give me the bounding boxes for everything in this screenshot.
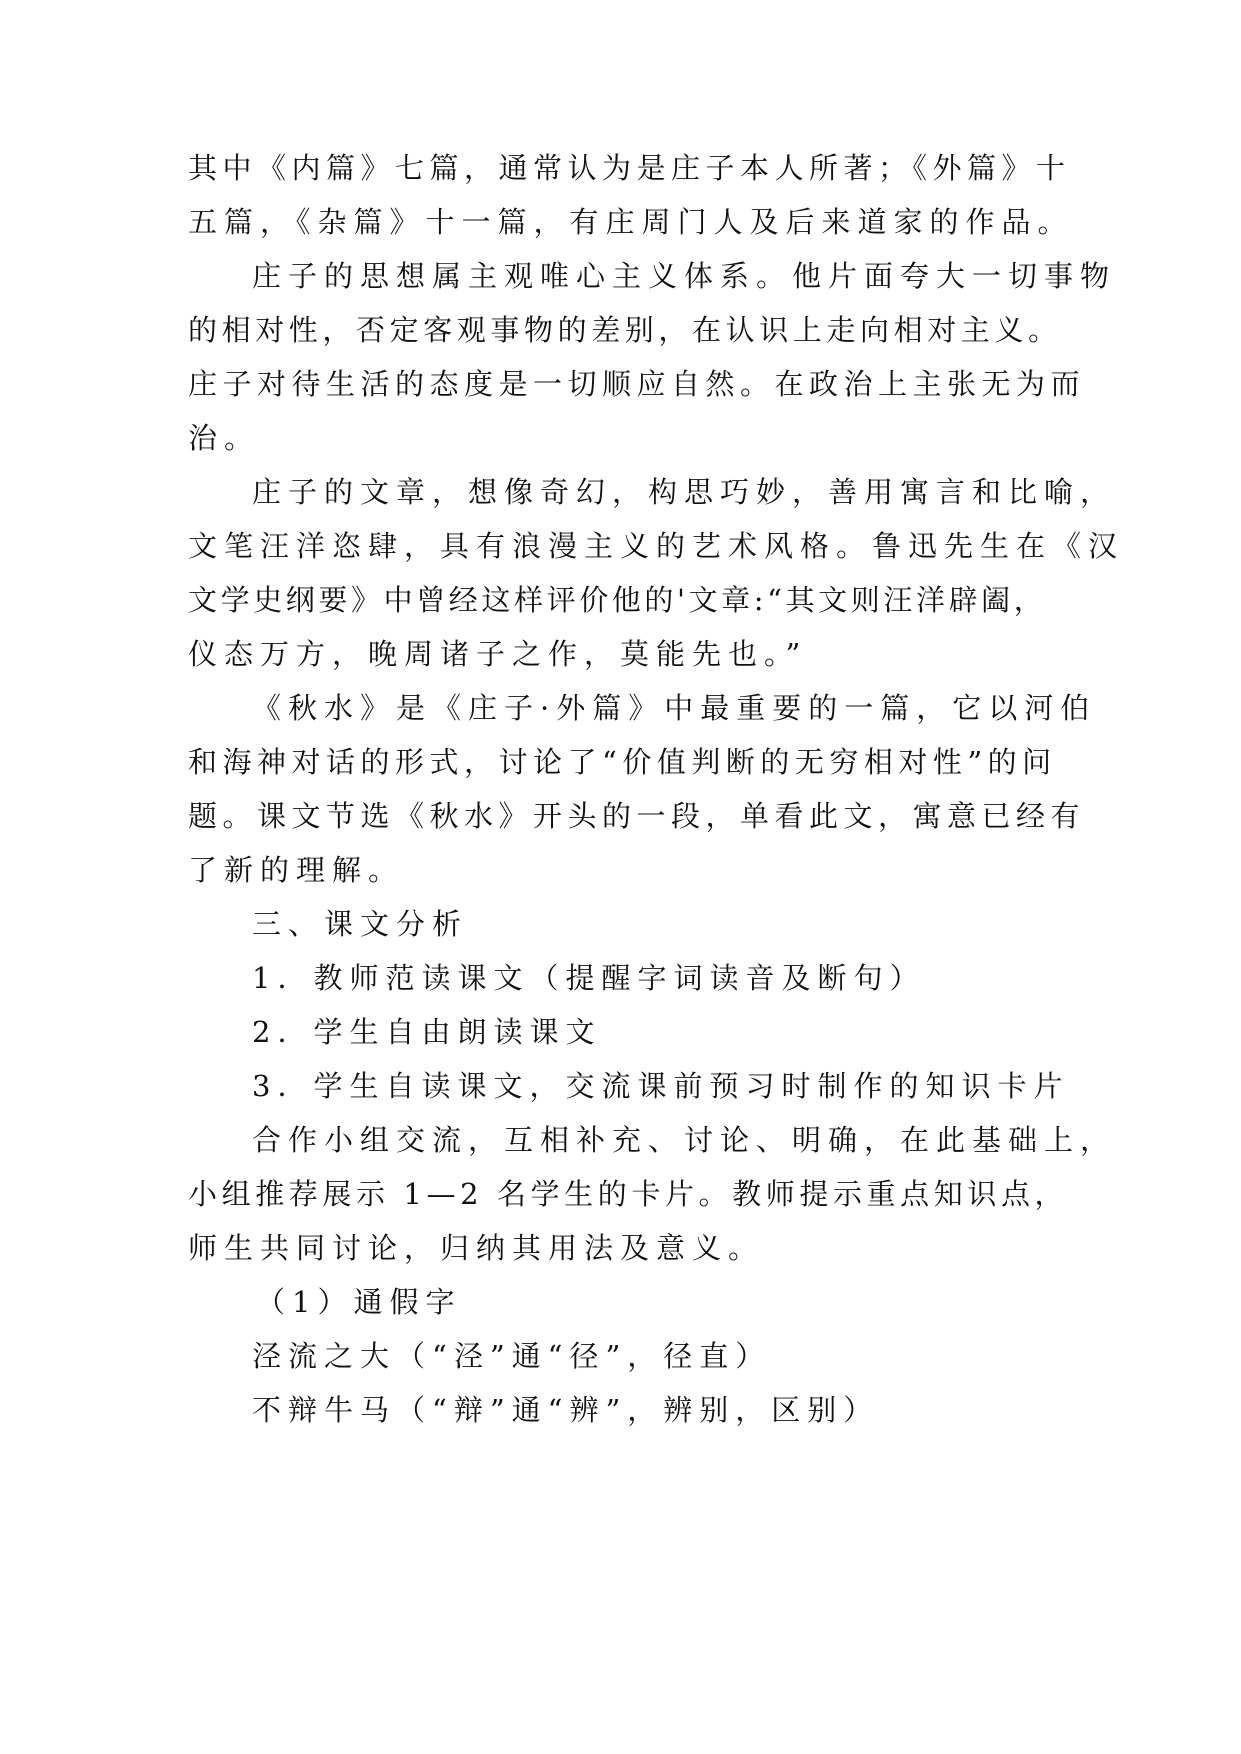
paragraph-first-line: 庄子的文章，想像奇幻，构思巧妙，善用寓言和比喻， — [252, 475, 1117, 509]
text-line: 文学史纲要》中曾经这样评价他的'文章:“其文则汪洋辟阖， — [188, 583, 1047, 617]
text-line: 仪态万方，晚周诸子之作，莫能先也。” — [188, 637, 808, 671]
paragraph-first-line: 《秋水》是《庄子·外篇》中最重要的一篇，它以河伯 — [252, 691, 1097, 725]
text-line: 了新的理解。 — [188, 853, 405, 887]
text-line: 文笔汪洋恣肆，具有浪漫主义的艺术风格。鲁迅先生在《汉 — [188, 529, 1125, 563]
section-heading: 三、课文分析 — [252, 907, 469, 941]
example-line: 泾流之大（“泾”通“径”，径直） — [252, 1339, 772, 1373]
list-item: 2．学生自由朗读课文 — [252, 1015, 602, 1049]
example-line: 不辩牛马（“辩”通“辨”，辨别，区别） — [252, 1393, 880, 1427]
text-line: 小组推荐展示 1—2 名学生的卡片。教师提示重点知识点， — [188, 1177, 1069, 1211]
list-item: 3．学生自读课文，交流课前预习时制作的知识卡片 — [252, 1069, 1070, 1103]
text-line: 其中《内篇》七篇，通常认为是庄子本人所著；《外篇》十 — [188, 151, 1071, 185]
text-line: 和海神对话的形式，讨论了“价值判断的无穷相对性”的问 — [188, 745, 1057, 779]
list-item: 1．教师范读课文（提醒字词读音及断句） — [252, 961, 926, 995]
paragraph-first-line: 合作小组交流，互相补充、讨论、明确，在此基础上， — [252, 1123, 1117, 1157]
text-line: 治。 — [188, 421, 261, 455]
text-line: 的相对性，否定客观事物的差别，在认识上走向相对主义。 — [188, 313, 1062, 347]
text-line: 师生共同讨论，归纳其用法及意义。 — [188, 1231, 765, 1265]
text-line: 五篇，《杂篇》十一篇，有庄周门人及后来道家的作品。 — [188, 205, 1074, 239]
text-line: 庄子对待生活的态度是一切顺应自然。在政治上主张无为而 — [188, 367, 1086, 401]
paragraph-first-line: 庄子的思想属主观唯心主义体系。他片面夸大一切事物 — [252, 259, 1117, 293]
text-line: 题。课文节选《秋水》开头的一段，单看此文，寓意已经有 — [188, 799, 1086, 833]
subsection-heading: （1）通假字 — [256, 1285, 462, 1319]
